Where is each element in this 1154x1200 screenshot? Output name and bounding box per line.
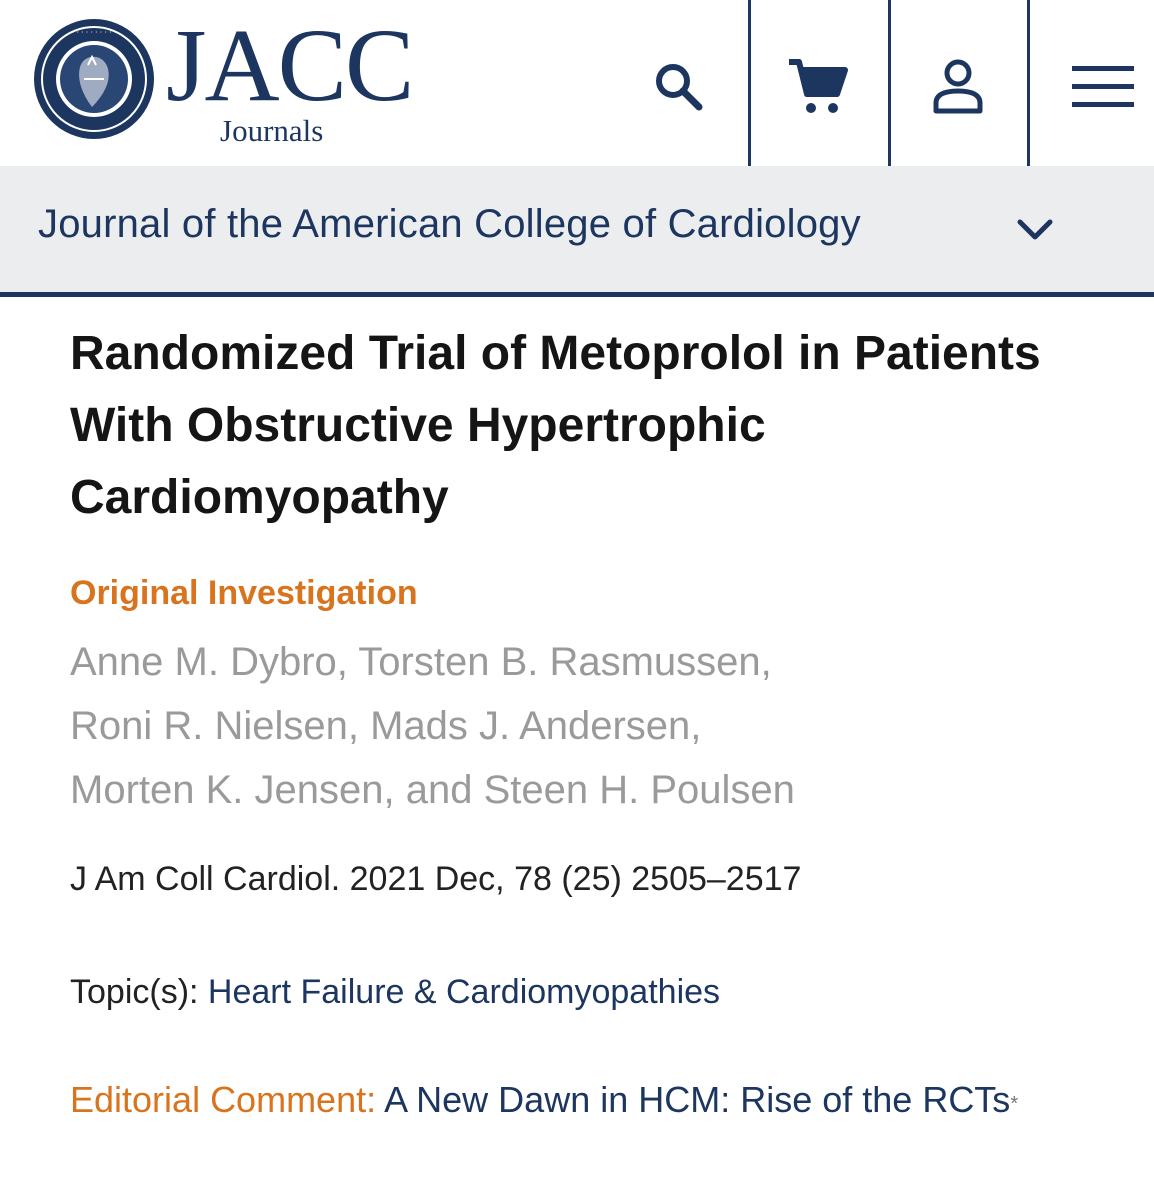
editorial-comment <box>70 1072 1070 1128</box>
author-line[interactable]: Roni R. Nielsen, Mads J. Andersen, <box>70 704 702 748</box>
nav-divider <box>888 0 891 166</box>
brand-logo[interactable] <box>166 8 413 148</box>
search-button[interactable] <box>644 52 714 122</box>
article-title: Randomized Trial of Metoprolol in Patients With Obstructive Hypertrophic Cardiomyopathy <box>70 327 1041 524</box>
account-button[interactable] <box>923 52 993 122</box>
search-icon <box>651 59 707 115</box>
journal-selector[interactable] <box>0 166 1154 297</box>
author-line[interactable]: Morten K. Jensen, and Steen H. Poulsen <box>70 768 795 812</box>
svg-text:· · · · · · · ·: · · · · · · · · <box>76 28 112 37</box>
citation: J Am Coll Cardiol. 2021 Dec, 78 (25) 2505–2517 <box>70 860 802 898</box>
journal-title: Journal of the American College of Cardiology <box>38 202 861 246</box>
editorial-label: Editorial Comment: <box>70 1079 385 1120</box>
site-header <box>0 0 1154 166</box>
editorial-link[interactable] <box>384 1079 1018 1120</box>
footnote-mark: * <box>1010 1093 1019 1115</box>
topics <box>70 973 720 1012</box>
user-icon <box>928 57 988 117</box>
nav-divider <box>1027 0 1030 166</box>
author-list <box>70 630 1070 822</box>
acc-seal-logo[interactable] <box>32 17 156 141</box>
article-type-label: Original Investigation <box>70 574 418 612</box>
chevron-down-icon[interactable] <box>1012 214 1058 246</box>
author-line[interactable]: Anne M. Dybro, Torsten B. Rasmussen, <box>70 640 772 684</box>
cart-icon <box>785 54 851 120</box>
cart-button[interactable] <box>783 52 853 122</box>
brand-subtitle: Journals <box>220 113 324 148</box>
topic-link[interactable]: Heart Failure & Cardiomyopathies <box>207 973 721 1011</box>
brand-name: JACC <box>166 8 413 123</box>
editorial-title: A New Dawn in HCM: Rise of the RCTs <box>384 1079 1011 1120</box>
nav-divider <box>748 0 751 166</box>
menu-icon <box>1070 62 1136 112</box>
menu-button[interactable] <box>1068 52 1138 122</box>
topics-label: Topic(s): <box>70 973 208 1011</box>
